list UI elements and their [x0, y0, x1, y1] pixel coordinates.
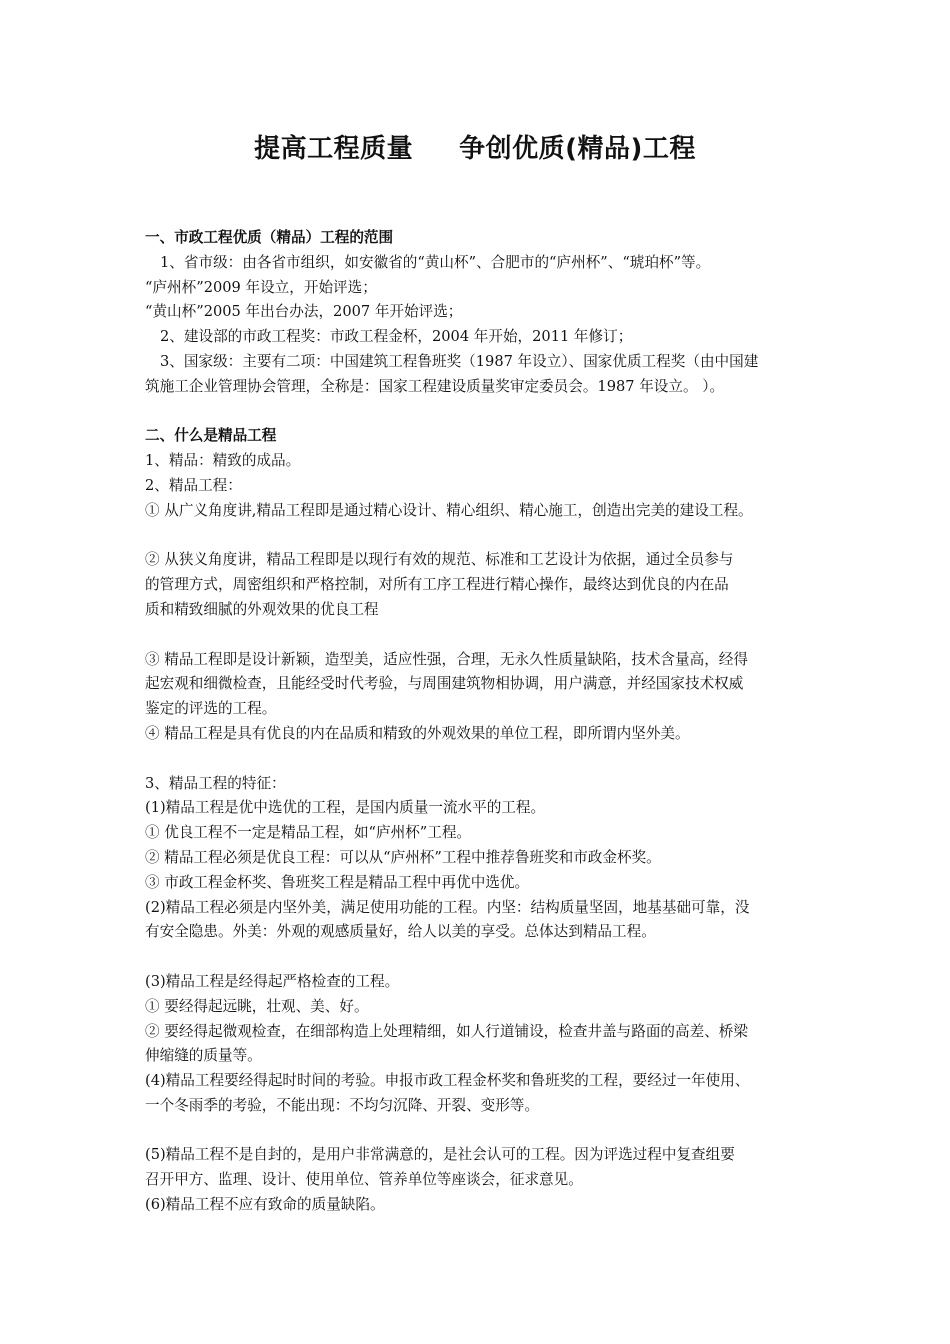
feature-2-line-2: 有安全隐患。外美：外观的观感质量好，给人以美的享受。总体达到精品工程。 — [145, 923, 656, 941]
features-heading: 3、精品工程的特征： — [145, 774, 286, 792]
paragraph-3-line-2: 起宏观和细微检查，且能经受时代考验，与周围建筑物相协调，用户满意，并经国家技术权威 — [145, 675, 744, 693]
definition-2: 2、精品工程： — [145, 476, 242, 494]
definition-1: 1、精品：精致的成品。 — [145, 452, 301, 470]
feature-4-line-2: 一个冬雨季的考验，不能出现：不均匀沉降、开裂、变形等。 — [145, 1096, 540, 1114]
title-part-1: 提高工程质量 — [254, 134, 414, 164]
paragraph-3-line-1: ③ 精品工程即是设计新颖，造型美，适应性强，合理，无永久性质量缺陷，技术含量高，经得 — [145, 650, 748, 668]
section-1-heading: 一、市政工程优质（精品）工程的范围 — [145, 229, 394, 246]
feature-3: (3)精品工程是经得起严格检查的工程。 — [145, 972, 400, 990]
section-1-item-2: 2、建设部的市政工程奖：市政工程金杯，2004 年开始，2011 年修订； — [160, 328, 633, 346]
paragraph-4: ④ 精品工程是具有优良的内在品质和精致的外观效果的单位工程，即所谓内坚外美。 — [145, 724, 690, 742]
feature-1a: ① 优良工程不一定是精品工程，如“庐州杯”工程。 — [145, 824, 472, 842]
section-1-note-1: “庐州杯”2009 年设立，开始评选； — [145, 278, 377, 296]
feature-3a: ① 要经得起远眺，壮观、美、好。 — [145, 997, 369, 1015]
paragraph-2-line-2: 的管理方式，周密组织和严格控制，对所有工序工程进行精心操作，最终达到优良的内在品 — [145, 576, 729, 594]
feature-1b: ② 精品工程必须是优良工程：可以从“庐州杯”工程中推荐鲁班奖和市政金杯奖。 — [145, 848, 661, 866]
paragraph-2-line-1: ② 从狭义角度讲，精品工程即是以现行有效的规范、标准和工艺设计为依据，通过全员参与 — [145, 551, 734, 569]
document-title — [0, 128, 950, 165]
paragraph-2-line-3: 质和精致细腻的外观效果的优良工程 — [145, 600, 379, 618]
feature-3b-line-2: 伸缩缝的质量等。 — [145, 1047, 262, 1065]
section-1-note-2: “黄山杯”2005 年出台办法，2007 年开始评选； — [145, 303, 463, 321]
feature-3b-line-1: ② 要经得起微观检查，在细部构造上处理精细，如人行道铺设，检查井盖与路面的高差、桥梁 — [145, 1022, 748, 1040]
section-1-item-3-line-1: 3、国家级：主要有二项：中国建筑工程鲁班奖（1987 年设立）、国家优质工程奖（由中国建 — [160, 352, 759, 370]
feature-1c: ③ 市政工程金杯奖、鲁班奖工程是精品工程中再优中选优。 — [145, 873, 530, 891]
paragraph-3-line-3: 鉴定的评选的工程。 — [145, 700, 277, 718]
feature-1: (1)精品工程是优中选优的工程，是国内质量一流水平的工程。 — [145, 799, 546, 817]
section-1-item-1: 1、省市级：由各省市组织，如安徽省的“黄山杯”、合肥市的“庐州杯”、“琥珀杯”等。 — [160, 253, 711, 271]
feature-4-line-1: (4)精品工程要经得起时时间的考验。申报市政工程金杯奖和鲁班奖的工程，要经过一年使用、 — [145, 1072, 750, 1090]
feature-5-line-2: 召开甲方、监理、设计、使用单位、管养单位等座谈会，征求意见。 — [145, 1171, 583, 1189]
section-1-item-3-line-2: 筑施工企业管理协会管理，全称是：国家工程建设质量奖审定委员会。1987 年设立。 ）。 — [145, 377, 725, 395]
title-part-2: 争创优质(精品)工程 — [459, 134, 696, 164]
feature-6: (6)精品工程不应有致命的质量缺陷。 — [145, 1196, 385, 1214]
feature-2-line-1: (2)精品工程必须是内坚外美，满足使用功能的工程。内坚：结构质量坚固，地基基础可靠，没 — [145, 898, 750, 916]
paragraph-1: ① 从广义角度讲,精品工程即是通过精心设计、精心组织、精心施工，创造出完美的建设工程。 — [145, 501, 753, 519]
section-2-heading: 二、什么是精品工程 — [145, 427, 277, 445]
document-body — [145, 226, 813, 1218]
feature-5-line-1: (5)精品工程不是自封的，是用户非常满意的，是社会认可的工程。因为评选过程中复查组要 — [145, 1146, 735, 1164]
